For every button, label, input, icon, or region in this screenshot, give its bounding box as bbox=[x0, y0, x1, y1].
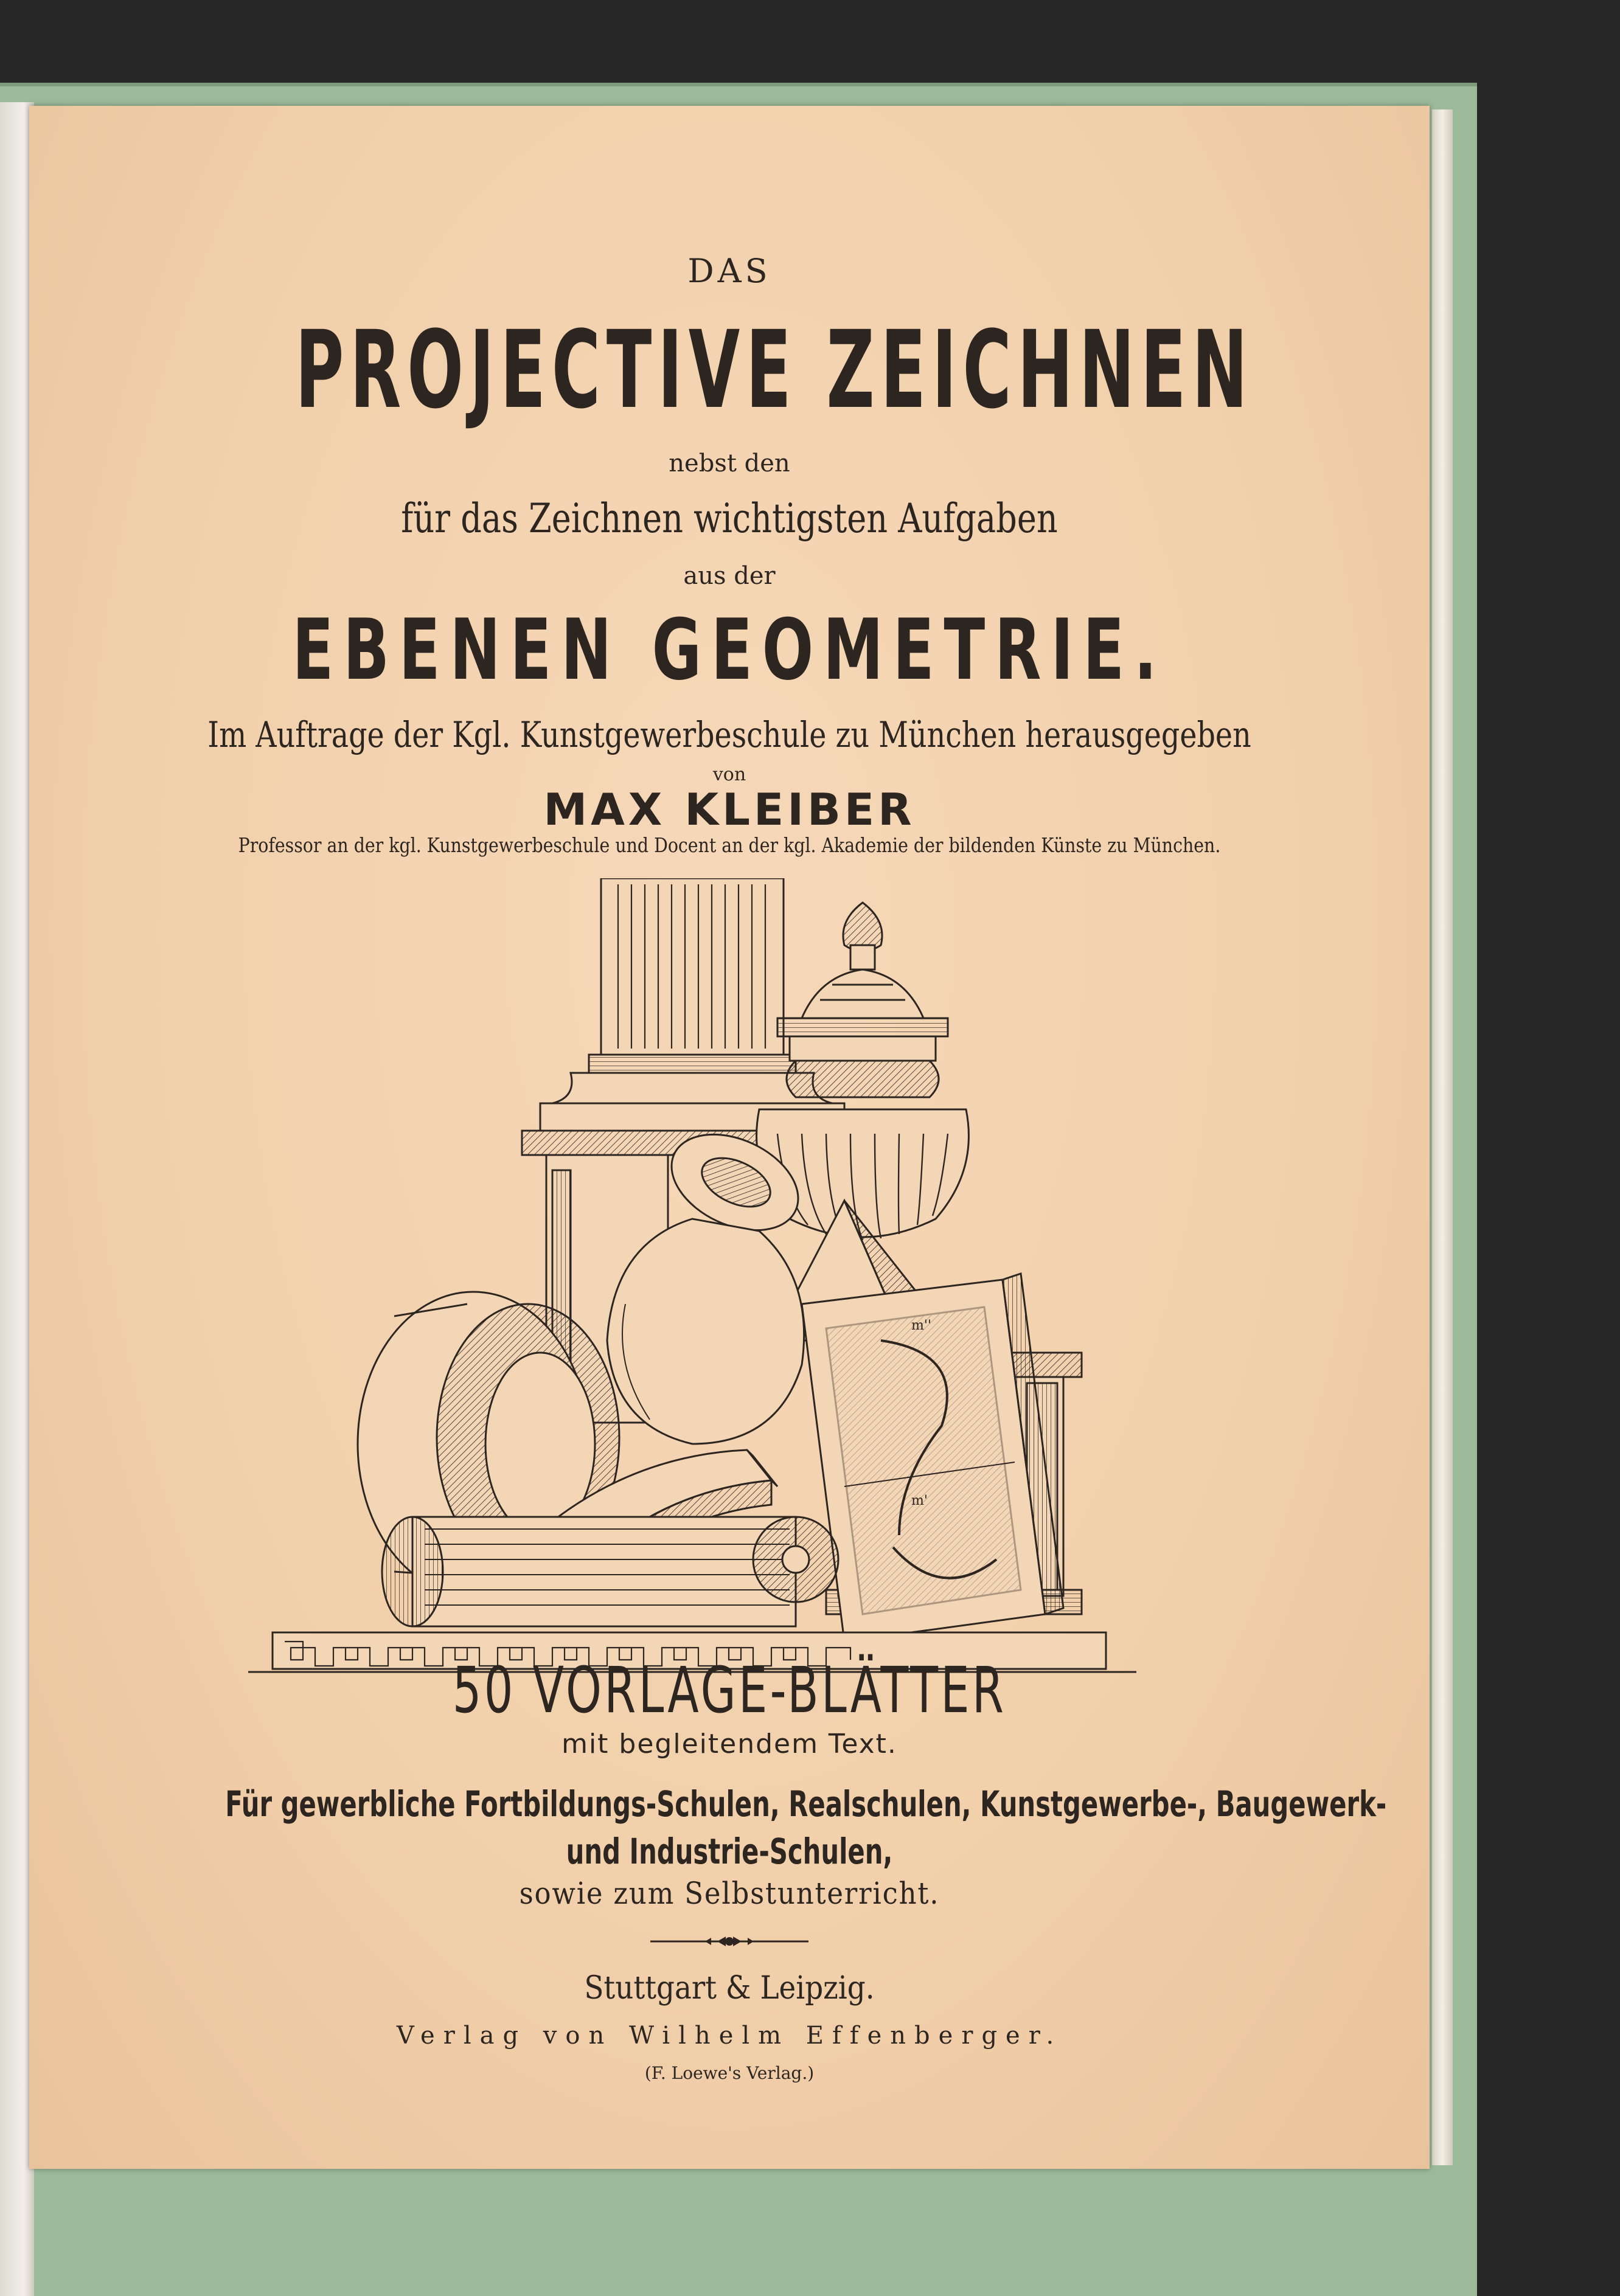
gear-wheel bbox=[753, 1517, 838, 1602]
plates-heading: 50 VORLAGE-BLÄTTER bbox=[452, 1653, 1007, 1727]
ornament-divider bbox=[650, 1930, 808, 1952]
self-study-line: sowie zum Selbstunterricht. bbox=[519, 1876, 940, 1911]
imprint-publisher-note: (F. Loewe's Verlag.) bbox=[644, 2063, 815, 2083]
schools-line-1: Für gewerbliche Fortbildungs-Schulen, Realschulen, Kunstgewerbe-, Baugewerk- bbox=[225, 1783, 1387, 1825]
board-label-lower: m' bbox=[911, 1493, 928, 1508]
imprint-publisher: Verlag von Wilhelm Effenberger. bbox=[396, 2022, 1063, 2050]
connector-aus: aus der bbox=[683, 562, 776, 590]
commission-line: Im Auftrage der Kgl. Kunstgewerbeschule zu München herausgegeben bbox=[207, 714, 1251, 755]
imprint-city: Stuttgart & Leipzig. bbox=[584, 1970, 875, 2006]
page-stack-edge bbox=[1432, 109, 1453, 2165]
title-article: DAS bbox=[687, 252, 771, 290]
drawing-board bbox=[802, 1274, 1063, 1642]
still-life-engraving bbox=[212, 878, 1197, 1763]
geometry-title: EBENEN GEOMETRIE. bbox=[292, 601, 1167, 699]
schools-line-2: und Industrie-Schulen, bbox=[566, 1831, 893, 1872]
author-name: MAX KLEIBER bbox=[543, 784, 916, 835]
fluted-drum bbox=[382, 1517, 796, 1626]
subtitle: für das Zeichnen wichtigsten Aufgaben bbox=[401, 495, 1058, 542]
plates-subheading: mit begleitendem Text. bbox=[561, 1729, 897, 1760]
author-role: Professor an der kgl. Kunstgewerbeschule und Docent an der kgl. Akademie der bildenden Künste zu München. bbox=[238, 833, 1221, 857]
connector-nebst: nebst den bbox=[669, 449, 790, 477]
connector-von: von bbox=[712, 764, 746, 785]
board-label-upper: m'' bbox=[911, 1318, 931, 1333]
main-title: PROJECTIVE ZEICHNEN bbox=[295, 308, 1254, 432]
title-page bbox=[29, 106, 1430, 2169]
